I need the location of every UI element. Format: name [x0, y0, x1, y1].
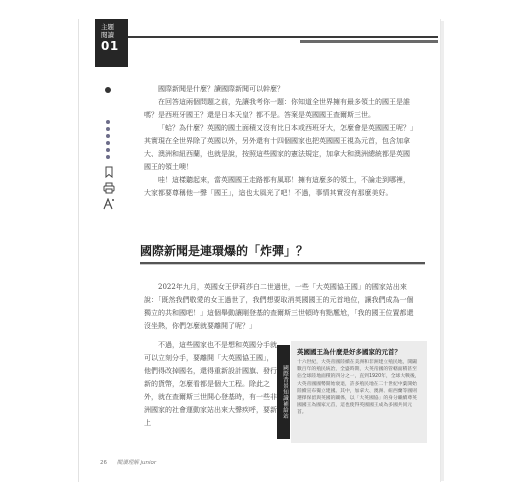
intro-paragraph: 「蛤？為什麼？英國的國土面積又沒有比日本或西班牙大，怎麼會是英國國王呢？」其實現在全世界除了英國以外，另外還有十四個國家也把英國國王視為元首，包含加拿大、澳洲和紐西蘭，也就是說，按照這些國家的憲法規定，加拿大和澳洲總統都是英國國王的領土噢！	[144, 124, 414, 171]
box-text: 十六世紀，大英帝國陸續在美洲和非洲建立殖民地，開闢數百年的殖民統治，全盛時期，大英帝國的管轄面積甚至佔全球陸地面積的四分之一，直到1920年，全球大戰後，大英帝國國勢開始衰退，許多殖民地在二十世紀中葉開始陸續宣布獨立建國。其中，加拿大、澳洲、紐西蘭等國則選擇保留與英國的關係，以「大英國協」的身分繼續尊英國國王為國家元首，這也使得英國國王成為多國共同元首。	[297, 360, 420, 416]
header-rule	[128, 36, 438, 38]
box-title: 英國國王為什麼是好多國家的元首？	[297, 348, 401, 356]
progress-dot	[106, 127, 110, 131]
chapter-number: 01	[101, 39, 119, 53]
progress-dot	[106, 148, 110, 152]
story-column-text	[144, 339, 279, 430]
background-info-box	[277, 341, 427, 443]
chapter-tab	[95, 19, 128, 67]
bookmark-icon[interactable]	[103, 166, 115, 178]
progress-dot	[106, 155, 110, 159]
text-size-icon[interactable]	[103, 198, 115, 210]
page-number: 26	[100, 460, 107, 466]
section-heading: 國際新聞是連環爆的「炸彈」？	[140, 242, 425, 264]
intro-text	[144, 83, 416, 200]
chapter-label-2: 閱讀	[101, 31, 114, 39]
box-side-label: 國際背景知識補給站	[277, 345, 290, 439]
intro-paragraph: 國際新聞是什麼？讀國際新聞可以幹麼？	[158, 85, 284, 93]
progress-dot	[106, 141, 110, 145]
story-paragraph: 不過，這些國家也不是想和英國分手就可以立刻分手，要離開「大英國協王國」，他們得改掉國名，還得重新設計國旗、發行新的貨幣，怎麼看都是個大工程。除此之外，就在查爾斯三世開心登基時，有一些非洲國家的社會運動家站出來大聲疾呼，要新上	[144, 341, 277, 427]
print-icon[interactable]	[103, 182, 115, 194]
heading-underline	[140, 264, 425, 265]
chapter-label-1: 主題	[101, 23, 114, 31]
progress-dot	[106, 120, 110, 124]
story-text	[144, 281, 416, 333]
intro-paragraph: 哇！這樣聽起來，當英國國王走路都有風耶！擁有這麼多的領土，不論走到哪裡，大家都要尊稱他一聲「國王」，這也太風光了吧！不過，事情其實沒有那麼美好。	[144, 176, 410, 197]
page-footer	[100, 458, 156, 466]
progress-dot	[106, 134, 110, 138]
header-rule-accent	[300, 40, 438, 43]
story-paragraph: 2022年九月，英國女王伊莉莎白二世過世，一些「大英國協王國」的國家站出來說：「既然我們敬愛的女王過世了，我們想要取消英國國王的元首地位，讓我們成為一個獨立的共和國吧！」這個舉動讓剛登基的查爾斯三世頓時有點尷尬，「我的國王位置都還沒坐熱，你們怎麼就要離開了呢？」	[144, 283, 414, 330]
publication-brand: 閱讀理解 junior	[116, 460, 157, 466]
box-content	[291, 341, 427, 443]
bullet-dot	[105, 87, 111, 93]
intro-paragraph: 在回答這兩個問題之前，先讓我考你一題：你知道全世界擁有最多領土的國王是誰嗎？是西班牙國王？還是日本天皇？都不是。答案是英國國王查爾斯三世。	[144, 98, 410, 119]
